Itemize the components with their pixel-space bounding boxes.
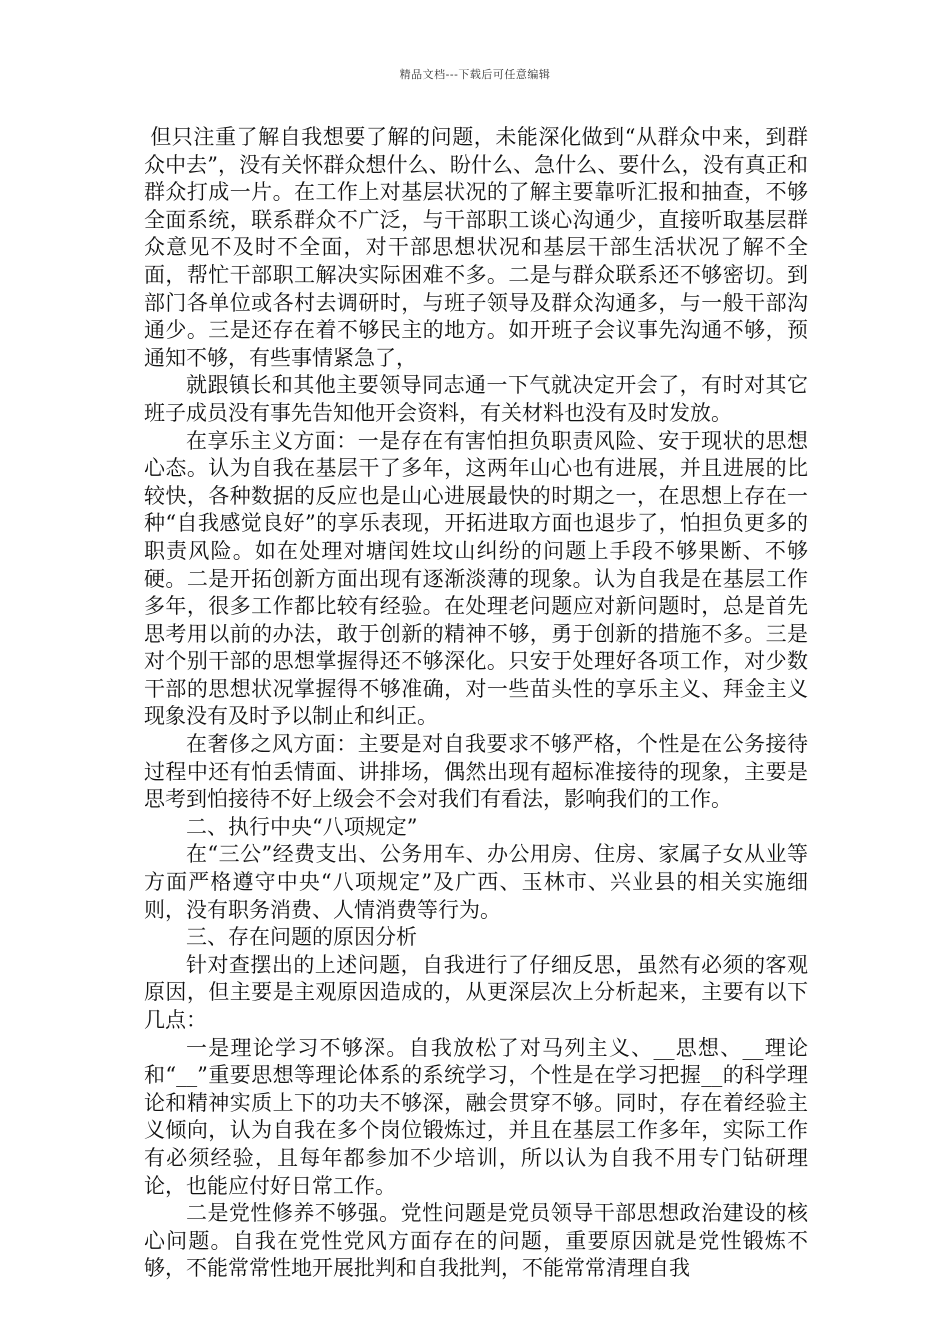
document-body [144,124,808,1283]
section-heading-2: 二、执行中央“八项规定” [186,814,418,839]
paragraph-hedonism: 在享乐主义方面：一是存在有害怕担负职责风险、安于现状的思想心态。认为自我在基层干了多年，这两年山心也有进展，并且进展的比较快，各种数据的反应也是山心进展最快的时期之一，在思想上存在一种“自我感觉良好”的享乐表现，开拓进取方面也退步了，怕担负更多的职责风险。如在处理对塘闰姓坟山纠纷的问题上手段不够果断、不够硬。二是开拓创新方面出现有逐渐淡薄的现象。认为自我是在基层工作多年，很多工作都比较有经验。在处理老问题应对新问题时，总是首先思考用以前的办法，敢于创新的精神不够，勇于创新的措施不多。三是对个别干部的思想掌握得还不够深化。只安于处理好各项工作，对少数干部的思想状况掌握得不够准确，对一些苗头性的享乐主义、拜金主义现象没有及时予以制止和纠正。 [144,428,808,729]
paragraph: 在“三公”经费支出、公务用车、办公用房、住房、家属子女从业等方面严格遵守中央“八项规定”及广西、玉林市、兴业县的相关实施细则，没有职务消费、人情消费等行为。 [144,842,808,922]
paragraph-party-spirit: 二是党性修养不够强。党性问题是党员领导干部思想政治建设的核心问题。自我在党性党风方面存在的问题，重要原因就是党性锻炼不够，不能常常性地开展批判和自我批判，不能常常清理自我 [144,1201,808,1281]
paragraph-continued: 但只注重了解自我想要了解的问题，未能深化做到“从群众中来，到群众中去”，没有关怀群众想什么、盼什么、急什么、要什么，没有真正和群众打成一片。在工作上对基层状况的了解主要靠听汇报和抽查，不够全面系统，联系群众不广泛，与干部职工谈心沟通少，直接听取基层群众意见不及时不全面，对干部思想状况和基层干部生活状况了解不全面，帮忙干部职工解决实际困难不多。二是与群众联系还不够密切。到部门各单位或各村去调研时，与班子领导及群众沟通多，与一般干部沟通少。三是还存在着不够民主的地方。如开班子会议事先沟通不够，预通知不够，有些事情紧急了， [144,125,808,370]
paragraph-theory-study: 一是理论学习不够深。自我放松了对马列主义、__思想、__理论和“__”重要思想等理论体系的系统学习，个性是在学习把握__的科学理论和精神实质上下的功夫不够深，融会贯穿不够。同时，存在着经验主义倾向，认为自我在多个岗位锻炼过，并且在基层工作多年，实际工作有必须经验，且每年都参加不少培训，所以认为自我不用专门钻研理论，也能应付好日常工作。 [144,1035,808,1198]
page-header: 精品文档---下载后可任意编辑 [399,68,551,81]
paragraph: 针对查摆出的上述问题，自我进行了仔细反思，虽然有必须的客观原因，但主要是主观原因造成的，从更深层次上分析起来，主要有以下几点： [144,952,808,1032]
paragraph-extravagance: 在奢侈之风方面：主要是对自我要求不够严格，个性是在公务接待过程中还有怕丢情面、讲排场，偶然出现有超标准接待的现象，主要是思考到怕接待不好上级会不会对我们有看法，影响我们的工作。 [144,732,808,812]
paragraph: 就跟镇长和其他主要领导同志通一下气就决定开会了，有时对其它班子成员没有事先告知他开会资料，有关材料也没有及时发放。 [144,373,808,425]
section-heading-3: 三、存在问题的原因分析 [186,925,417,950]
